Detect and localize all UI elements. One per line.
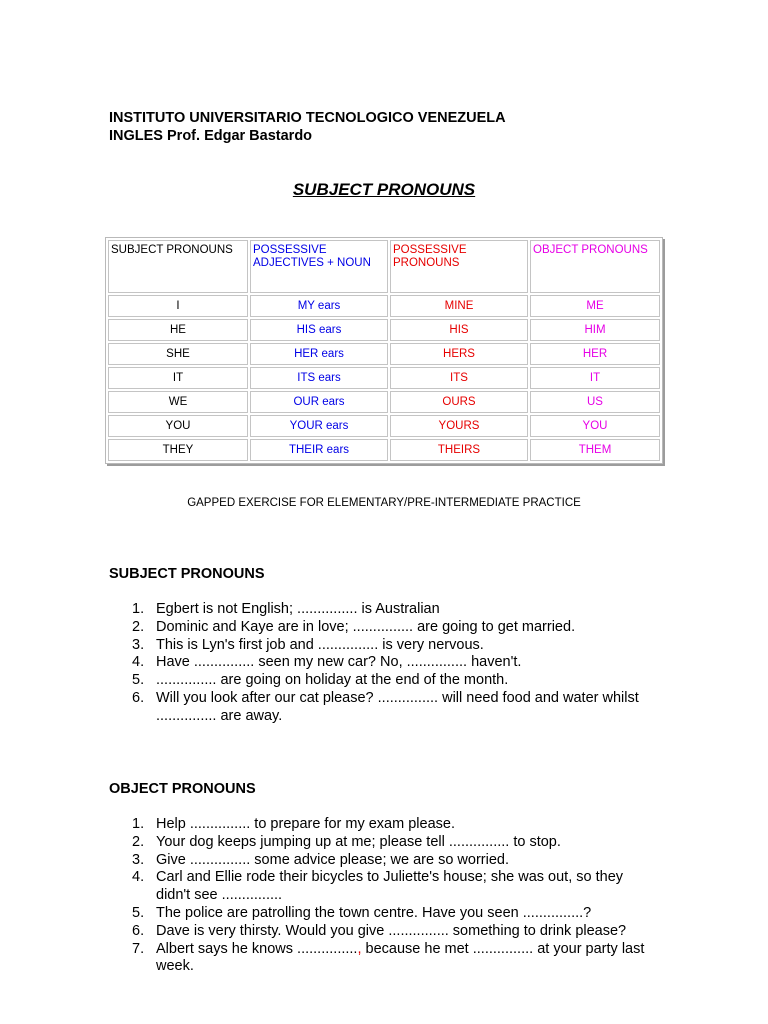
list-item: 6. Will you look after our cat please? ............... will need food and water whilst ............... are away. [132, 689, 639, 724]
table-row [108, 367, 660, 389]
list-item: 6. Dave is very thirsty. Would you give ............... something to drink please? [132, 922, 627, 939]
cell-possessive-adjective: OUR ears [250, 391, 388, 413]
exercise-sentence: Carl and Ellie rode their bicycles to Juliette's house; she was out, so they didn't see ............... [156, 869, 624, 904]
exercise-sentence: ............... are going on holiday at the end of the month. [156, 672, 509, 689]
cell-possessive-pronoun: OURS [390, 391, 528, 413]
exercise-sentence: Dave is very thirsty. Would you give ............... something to drink please? [156, 922, 627, 939]
page-title: SUBJECT PRONOUNS [292, 180, 476, 199]
pronouns-table [105, 237, 663, 464]
subject-exercise-list [0, 601, 656, 726]
list-item: 2. Dominic and Kaye are in love; ............... are going to get married. [132, 618, 576, 635]
list-item: 1. Egbert is not English; ............... is Australian [132, 601, 440, 617]
subject-section-heading: SUBJECT PRONOUNS [109, 566, 265, 582]
exercise-sentence: Give ............... some advice please; we are so worried. [156, 851, 509, 868]
cell-subject: IT [108, 367, 248, 389]
exercise-sentence: This is Lyn's first job and ............... is very nervous. [156, 636, 484, 653]
header-object-pronouns: OBJECT PRONOUNS [530, 240, 660, 293]
list-item: 1. Help ............... to prepare for my exam please. [132, 816, 455, 832]
exercise-sentence: Have ............... seen my new car? No, ............... haven't. [156, 654, 522, 671]
exercise-sentence: Egbert is not English; ............... is Australian [156, 601, 440, 617]
cell-possessive-adjective: MY ears [250, 295, 388, 317]
exercise-sentence: The police are patrolling the town centre. Have you seen ...............? [156, 904, 592, 921]
cell-possessive-pronoun: THEIRS [390, 439, 528, 461]
table-row [108, 415, 660, 437]
table-header-row [108, 240, 660, 293]
list-item: 4. Carl and Ellie rode their bicycles to Juliette's house; she was out, so they didn't see ............... [132, 869, 624, 904]
cell-possessive-pronoun: MINE [390, 295, 528, 317]
cell-object: US [530, 391, 660, 413]
header-possessive-adjectives: POSSESSIVE ADJECTIVES + NOUN [250, 240, 388, 293]
object-section-heading: OBJECT PRONOUNS [109, 781, 256, 797]
cell-object: YOU [530, 415, 660, 437]
exercise-sentence: Albert says he knows ............... [156, 940, 358, 957]
cell-subject: I [108, 295, 248, 317]
cell-possessive-adjective: YOUR ears [250, 415, 388, 437]
list-item: 5. The police are patrolling the town centre. Have you seen ...............? [132, 904, 592, 921]
object-exercise-list [0, 816, 656, 976]
exercise-sentence: Your dog keeps jumping up at me; please tell ............... to stop. [156, 833, 561, 850]
header-subject-pronouns: SUBJECT PRONOUNS [108, 240, 248, 293]
list-item: 7. Albert says he knows ..............., because he met ............... at your party last week. [132, 940, 645, 975]
exercise-sentence-continued: because he met ............... at your party last week. [156, 940, 645, 975]
list-item: 3. Give ............... some advice please; we are so worried. [132, 851, 509, 868]
cell-object: ME [530, 295, 660, 317]
header-possessive-pronouns: POSSESSIVE PRONOUNS [390, 240, 528, 293]
cell-possessive-pronoun: HIS [390, 319, 528, 341]
teacher-name: INGLES Prof. Edgar Bastardo [109, 128, 313, 144]
cell-possessive-pronoun: YOURS [390, 415, 528, 437]
institute-name: INSTITUTO UNIVERSITARIO TECNOLOGICO VENEZUELA [109, 110, 506, 126]
list-item: 2. Your dog keeps jumping up at me; please tell ............... to stop. [132, 833, 561, 850]
cell-subject: HE [108, 319, 248, 341]
cell-object: THEM [530, 439, 660, 461]
table-row [108, 319, 660, 341]
document-header [109, 109, 506, 145]
table-row [108, 391, 660, 413]
table-row [108, 295, 660, 317]
cell-object: IT [530, 367, 660, 389]
cell-possessive-adjective: ITS ears [250, 367, 388, 389]
exercise-sentence-red-comma: , [357, 940, 362, 957]
table-row [108, 439, 660, 461]
exercise-sentence: Help ............... to prepare for my exam please. [156, 816, 455, 832]
cell-subject: THEY [108, 439, 248, 461]
cell-subject: WE [108, 391, 248, 413]
list-item: 3. This is Lyn's first job and ............... is very nervous. [132, 636, 484, 653]
list-item: 5. ............... are going on holiday at the end of the month. [132, 672, 509, 689]
cell-possessive-adjective: HER ears [250, 343, 388, 365]
cell-possessive-adjective: THEIR ears [250, 439, 388, 461]
cell-possessive-adjective: HIS ears [250, 319, 388, 341]
exercise-caption: GAPPED EXERCISE FOR ELEMENTARY/PRE-INTERMEDIATE PRACTICE [187, 497, 581, 509]
cell-subject: YOU [108, 415, 248, 437]
exercise-sentence: Dominic and Kaye are in love; ............... are going to get married. [156, 618, 576, 635]
cell-possessive-pronoun: HERS [390, 343, 528, 365]
cell-possessive-pronoun: ITS [390, 367, 528, 389]
cell-object: HIM [530, 319, 660, 341]
list-item: 4. Have ............... seen my new car? No, ............... haven't. [132, 654, 522, 671]
table-row [108, 343, 660, 365]
cell-object: HER [530, 343, 660, 365]
exercise-sentence: Will you look after our cat please? ............... will need food and water whilst ............... are away. [156, 689, 639, 724]
cell-subject: SHE [108, 343, 248, 365]
